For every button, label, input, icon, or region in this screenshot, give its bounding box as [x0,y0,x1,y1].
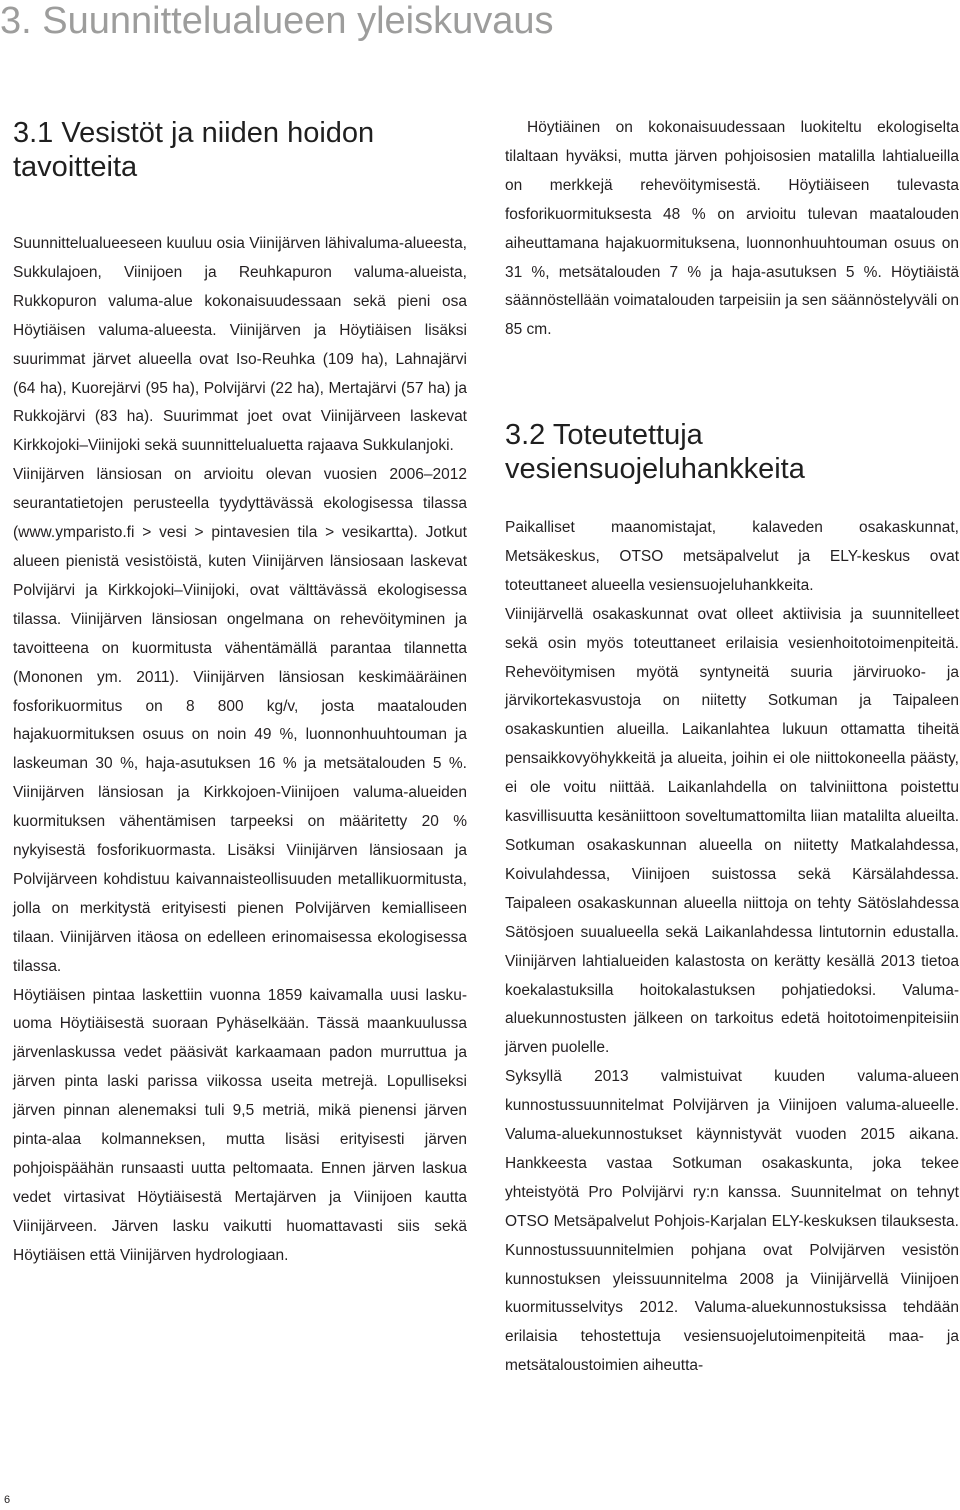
right-column-intro [505,114,959,345]
paragraph: Paikalliset maanomistajat, kalaveden osakaskunnat, Metsäkeskus, OTSO metsäpalvelut ja ELY-keskus ovat toteuttaneet alueella vesiensuojeluhankkeita. [505,519,959,594]
paragraph: Suunnittelualueeseen kuuluu osia Viinijärven lähivaluma-alueesta, Sukkulajoen, Viinijoen ja Reuhkapuron valuma-alueista, Rukkopuron valuma-alue kokonaisuudessaan sekä pieni osa Höytiäisen valuma-alueesta. Viinijärven ja Höytiäisen lisäksi suurimmat järvet alueella ovat Iso-Reuhka (109 ha), Lahnajärvi (64 ha), Kuorejärvi (95 ha), Polvijärvi (22 ha), Mertajärvi (57 ha) ja Rukkojärvi (83 ha). Suurimmat joet ovat Viinijärveen laskevat Kirkkojoki–Viinijoki sekä suunnittelualuetta rajaava Sukkulanjoki. [13,235,467,455]
section-heading-3-2: 3.2 Toteutettuja vesiensuojeluhankkeita [505,419,805,485]
right-column-body [505,514,959,1381]
paragraph: Viinijärven länsiosan on arvioitu olevan vuosien 2006–2012 seurantatietojen perusteella tyydyttävässä ekologisessa tilassa (www.ymparisto.fi > vesi > pintavesien tila > vesikartta). Jotkut alueen pienistä vesistöistä, kuten Viinijärven länsiosaan laskevat Polvijärvi ja Kirkkojoki–Viinijoki, ovat välttävässä ekologisessa tilassa. Viinijärven länsiosan ongelmana on rehevöityminen ja tavoitteena on kuormitusta vähentämällä parantaa tilannetta (Mononen ym. 2011). Viinijärven länsiosan keskimääräinen fosforikuormitus on 8 800 kg/v, josta maatalouden hajakuormituksen osuus on noin 49 %, luonnonhuuhtouman ja laskeuman 30 %, haja-asutuksen 16 % ja metsätalouden 5 %. Viinijärven länsiosan ja Kirkkojoen-Viinijoen valuma-alueiden kuormituksen vähentämisen tarpeeksi on määritetty 20 % nykyisestä fosforikuormasta. Lisäksi Viinijärven länsiosaan ja Polvijärveen kohdistuu kaivannaisteollisuuden metallikuormitusta, jolla on merkitystä erityisesti pienen Polvijärven kemialliseen tilaan. Viinijärven itäosa on edelleen erinomaisessa ekologisessa tilassa. [13,466,467,975]
left-column-body [13,230,467,1271]
page-number: 6 [4,1494,11,1506]
page-title: 3. Suunnittelualueen yleiskuvaus [0,0,554,42]
paragraph: Höytiäinen on kokonaisuudessaan luokiteltu ekologiselta tilaltaan hyväksi, mutta järven pohjoisosien matalilla lahtialueilla on merkkejä rehevöitymisestä. Höytiäiseen tulevasta fosforikuormituksesta 48 % on arvioitu tulevan maatalouden aiheuttamana hajakuormituksena, luonnonhuuhtouman osuus on 31 %, metsätalouden 7 % ja haja-asutuksen 5 %. Höytiäistä säännöstellään voimatalouden tarpeisiin ja sen säännöstelyväli on 85 cm. [505,119,959,339]
section-heading-3-1: 3.1 Vesistöt ja niiden hoidon tavoitteita [13,117,375,183]
paragraph: Höytiäisen pintaa laskettiin vuonna 1859 kaivamalla uusi lasku-uoma Höytiäisestä suoraan Pyhäselkään. Tässä maankuulussa järvenlaskussa vedet pääsivät karkaamaan padon murruttua ja järven pinta laski parissa viikossa useita metrejä. Lopulliseksi järven pinnan alenemaksi tuli 9,5 metriä, mikä pienensi järven pinta-alaa kolmanneksen, mutta lisäsi erityisesti järven pohjoispäähän runsaasti uutta peltomaata. Ennen järven laskua vedet virtasivat Höytiäisestä Mertajärven ja Viinijoen kautta Viinijärveen. Järven lasku vaikutti huomattavasti siis sekä Höytiäisen että Viinijärven hydrologiaan. [13,986,467,1264]
paragraph: Syksyllä 2013 valmistuivat kuuden valuma-alueen kunnostussuunnitelmat Polvijärven ja Viinijoen valuma-alueelle. Valuma-aluekunnostukset käynnistyvät vuoden 2015 aikana. Hankkeesta vastaa Sotkuman osakaskunta, joka tekee yhteistyötä Pro Polvijärvi ry:n kanssa. Suunnitelmat on tehnyt OTSO Metsäpalvelut Pohjois-Karjalan ELY-keskuksen tilauksesta. Kunnostussuunnitelmien pohjana ovat Polvijärven vesistön kunnostuksen yleissuunnitelma 2008 ja Viinijärvellä Viinijoen kuormitusselvitys 2012. Valuma-aluekunnostuksissa tehdään erilaisia tehostettuja vesiensuojelutoimenpiteitä maa- ja metsätaloustoimien aiheutta- [505,1068,959,1375]
paragraph: Viinijärvellä osakaskunnat ovat olleet aktiivisia ja suunnitelleet sekä osin myös toteuttaneet erilaisia vesienhoitotoimenpiteitä. Rehevöitymisen myötä syntyneitä suuria järviruoko- ja järvikortekasvustoja on niitetty Sotkuman ja Taipaleen osakaskuntien alueilla. Laikanlahtea lukuun ottamatta tiheitä pensaikkovyöhykkeitä ja alueita, joihin ei ole niittokoneella päästy, ei ole voitu niittää. Laikanlahdella on talviniittona poistettu kasvillisuutta kesäniittoon soveltumattomilta liian matalilta alueilta. Sotkuman osakaskunnan alueella on niitetty Matkalahdessa, Koivulahdessa, Viinijoen suistossa sekä Kärsälahdessa. Taipaleen osakaskunnan alueella niittoja on tehty Sätöslahdessa Sätösjoen suualueella sekä Laikanlahdessa lintutornin edustalla. Viinijärven lahtialueiden kalastosta on kerätty kesällä 2013 tietoa koekalastuksilla hoitokalastuksen pohjatiedoksi. Valuma-aluekunnostusten jälkeen on tarkoitus edetä hoitotoimenpiteisiin järven puolelle. [505,605,959,1057]
